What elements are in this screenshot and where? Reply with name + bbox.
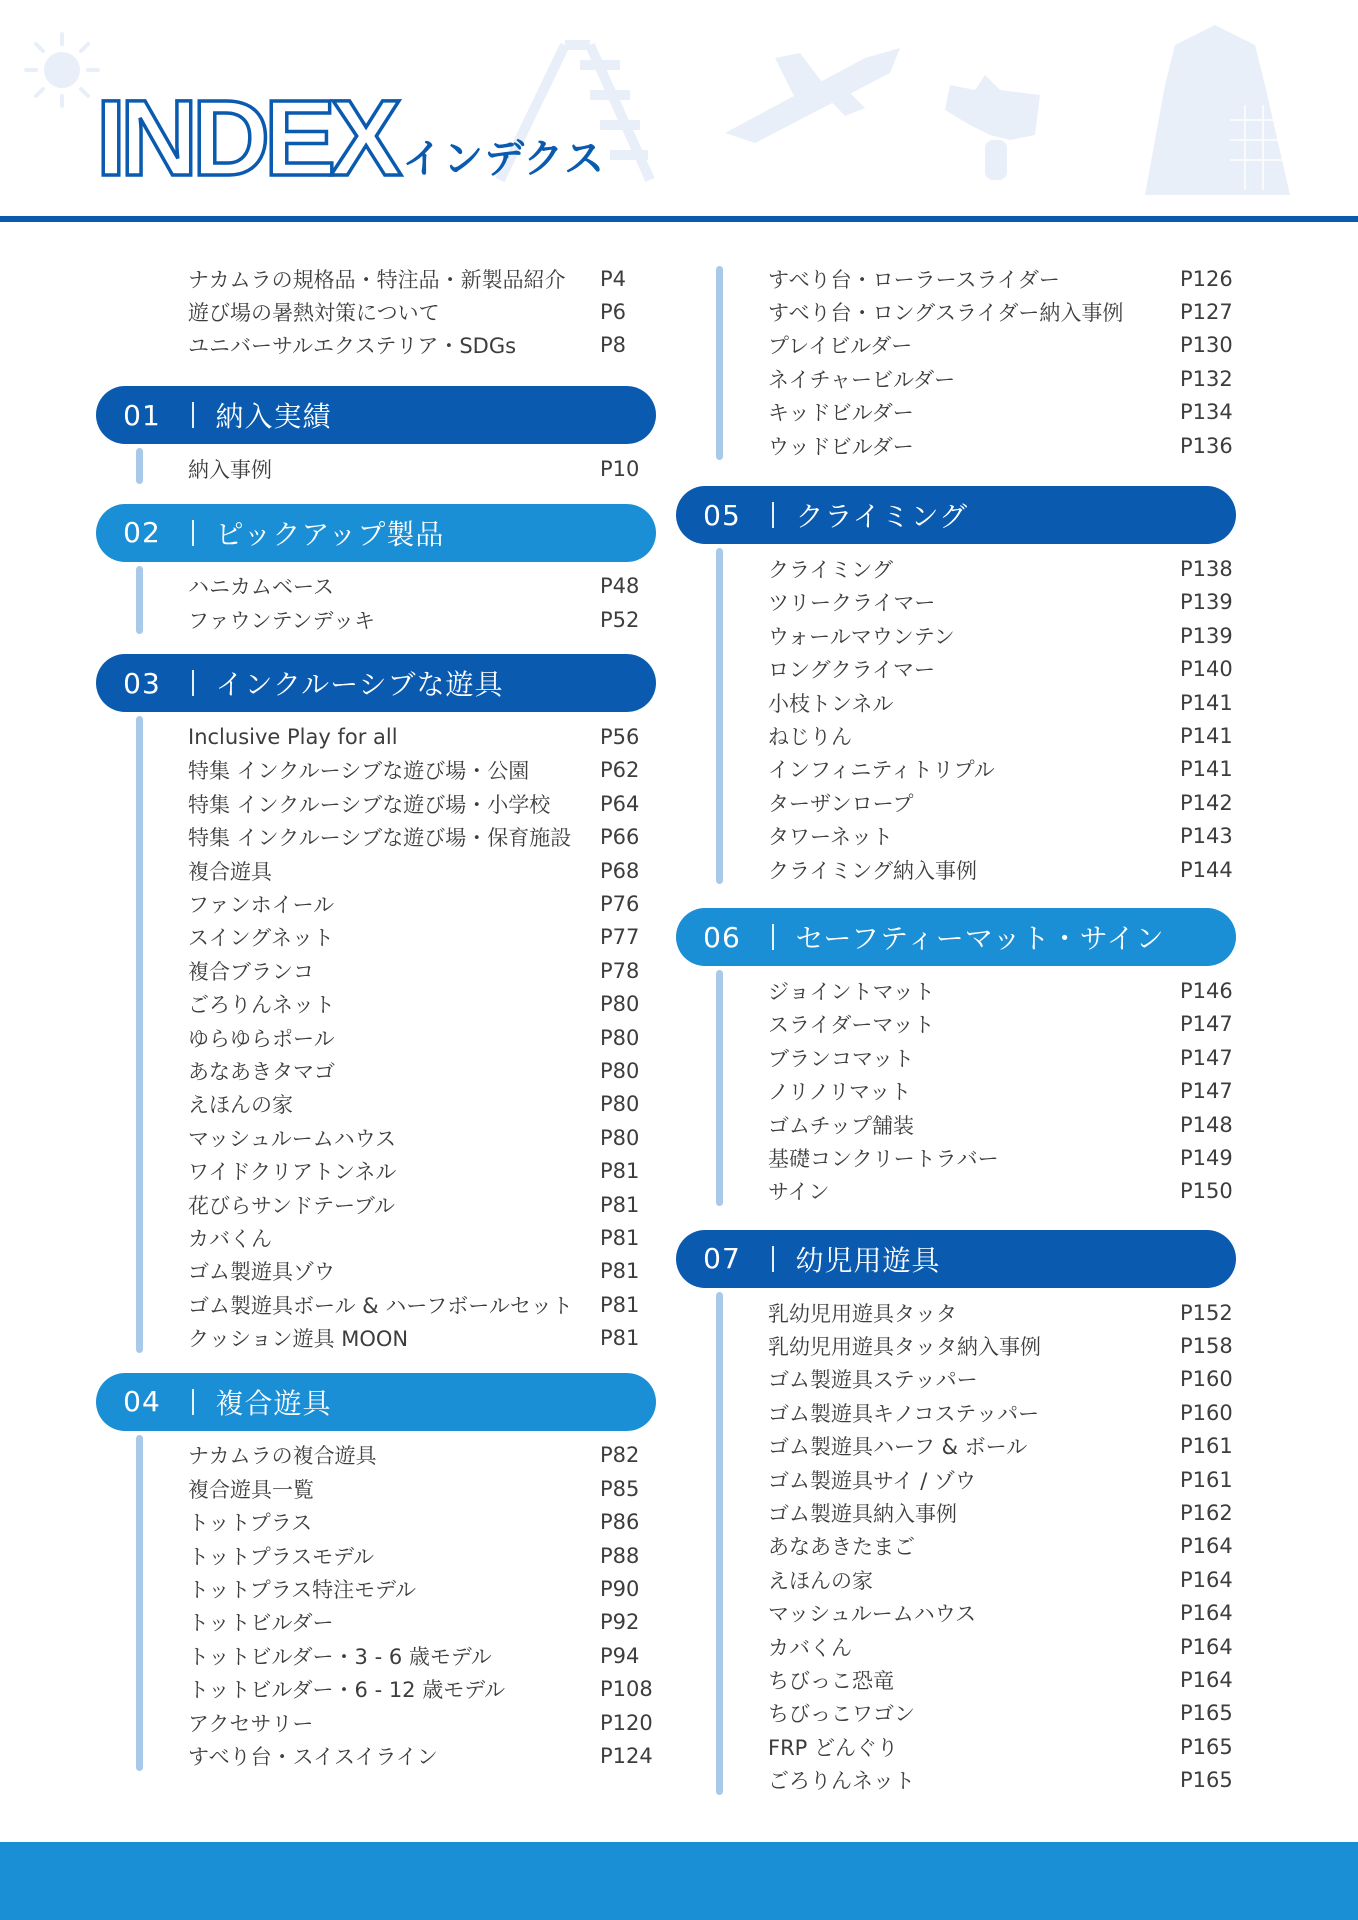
entry-title: 特集 インクルーシブな遊び場・公園 <box>188 759 530 784</box>
entry-page: P126 <box>1180 266 1233 291</box>
index-entry[interactable] <box>768 753 1236 786</box>
index-entry[interactable] <box>188 1054 656 1087</box>
entry-page: P138 <box>1180 557 1233 582</box>
timeline-bar <box>136 448 143 483</box>
entry-title: ツリークライマー <box>768 591 936 616</box>
entry-title: ノリノリマット <box>768 1080 912 1105</box>
title-japanese: インデクス <box>402 136 606 182</box>
entry-title: FRP どんぐり <box>768 1735 899 1760</box>
index-entry[interactable] <box>188 262 656 295</box>
left-column <box>96 262 656 1773</box>
entry-page: P147 <box>1180 1012 1233 1037</box>
entry-title: ブランコマット <box>768 1046 915 1071</box>
section-header[interactable] <box>676 1230 1236 1288</box>
index-entry[interactable] <box>188 1188 656 1221</box>
sun-icon <box>22 30 102 110</box>
entry-page: P146 <box>1180 978 1233 1003</box>
index-entry[interactable] <box>188 1321 656 1354</box>
entry-title: カバくん <box>768 1635 852 1660</box>
intro-list <box>96 262 656 362</box>
entry-page: P80 <box>600 992 640 1017</box>
entry-page: P81 <box>600 1292 640 1317</box>
section-number: 04 <box>123 1385 161 1419</box>
index-entry[interactable] <box>188 1439 656 1472</box>
entry-title: トットプラス <box>188 1511 313 1536</box>
section-07 <box>676 1230 1236 1797</box>
entry-title: 小枝トンネル <box>768 691 894 716</box>
entry-title: マッシュルームハウス <box>768 1602 977 1627</box>
section-number: 02 <box>123 516 161 550</box>
entry-title: カバくん <box>188 1226 272 1251</box>
entry-page: P164 <box>1180 1634 1233 1659</box>
entry-title: ハニカムベース <box>188 575 334 600</box>
index-entry[interactable] <box>768 1363 1236 1396</box>
entry-title: ファンホイール <box>188 892 335 917</box>
section-header[interactable] <box>96 386 656 444</box>
section-number: 06 <box>703 920 741 954</box>
index-entry[interactable] <box>768 1597 1236 1630</box>
entry-title: 乳幼児用遊具タッタ納入事例 <box>768 1335 1041 1360</box>
section-02 <box>96 504 656 637</box>
section-title: 納入実績 <box>215 400 332 434</box>
entry-page: P108 <box>600 1677 653 1702</box>
index-entry[interactable] <box>768 819 1236 852</box>
entry-page: P152 <box>1180 1300 1233 1325</box>
entry-page: P62 <box>600 758 640 783</box>
index-entry[interactable] <box>768 1175 1236 1208</box>
section-05 <box>676 486 1236 886</box>
entry-page: P144 <box>1180 857 1233 882</box>
index-entry[interactable] <box>188 1221 656 1254</box>
index-entry[interactable] <box>768 262 1236 295</box>
section-header[interactable] <box>96 654 656 712</box>
entry-title: Inclusive Play for all <box>188 725 398 750</box>
page-header <box>0 0 1358 218</box>
entry-title: ゴム製遊具ゾウ <box>188 1260 335 1285</box>
section-03 <box>96 654 656 1354</box>
index-entry[interactable] <box>188 603 656 636</box>
section-number: 07 <box>703 1242 741 1276</box>
index-entry[interactable] <box>768 1074 1236 1107</box>
entry-page: P141 <box>1180 723 1233 748</box>
index-entry[interactable] <box>768 1396 1236 1429</box>
index-entry[interactable] <box>188 1739 656 1772</box>
timeline-bar <box>136 566 143 635</box>
entry-page: P158 <box>1180 1334 1233 1359</box>
entry-title: すべり台・ローラースライダー <box>768 267 1060 292</box>
index-entry[interactable] <box>768 853 1236 886</box>
index-entry[interactable] <box>188 854 656 887</box>
entry-page: P142 <box>1180 790 1233 815</box>
entry-title: トットビルダー <box>188 1611 334 1636</box>
entry-page: P81 <box>600 1326 640 1351</box>
section-header[interactable] <box>676 486 1236 544</box>
entry-page: P160 <box>1180 1400 1233 1425</box>
index-entry[interactable] <box>188 452 656 485</box>
tower-illustration <box>1135 25 1295 200</box>
entry-title: ナカムラの規格品・特注品・新製品紹介 <box>188 267 566 292</box>
entry-page: P64 <box>600 791 640 816</box>
entry-title: 乳幼児用遊具タッタ <box>768 1301 957 1326</box>
index-entry[interactable] <box>768 1108 1236 1141</box>
entry-page: P80 <box>600 1092 640 1117</box>
index-entry[interactable] <box>768 1563 1236 1596</box>
section-title: インクルーシブな遊具 <box>215 668 504 702</box>
entry-title: ナカムラの複合遊具 <box>188 1444 377 1469</box>
entry-title: ゆらゆらポール <box>188 1026 335 1051</box>
section-title: 複合遊具 <box>215 1386 332 1420</box>
entry-page: P147 <box>1180 1045 1233 1070</box>
index-entry[interactable] <box>768 686 1236 719</box>
entry-page: P80 <box>600 1125 640 1150</box>
entry-page: P124 <box>600 1743 653 1768</box>
section-title: 幼児用遊具 <box>795 1243 941 1277</box>
entry-page: P4 <box>600 266 627 291</box>
index-entry[interactable] <box>188 1472 656 1505</box>
entry-title: スイングネット <box>188 926 334 951</box>
entry-page: P139 <box>1180 623 1233 648</box>
index-entry[interactable] <box>768 429 1236 462</box>
entry-title: 複合ブランコ <box>188 959 314 984</box>
timeline-bar <box>136 1435 143 1771</box>
section-divider <box>192 520 194 546</box>
entry-list <box>676 544 1236 886</box>
entry-title: スライダーマット <box>768 1013 935 1038</box>
timeline-bar <box>716 970 723 1206</box>
entry-title: トットプラスモデル <box>188 1544 375 1569</box>
index-entry[interactable] <box>768 1430 1236 1463</box>
entry-title: ユニバーサルエクステリア・SDGs <box>188 334 517 359</box>
section-title: クライミング <box>795 500 969 534</box>
entry-title: ファウンテンデッキ <box>188 608 376 633</box>
entry-title: ゴムチップ舗装 <box>768 1113 914 1138</box>
entry-page: P127 <box>1180 300 1233 325</box>
entry-page: P148 <box>1180 1112 1233 1137</box>
entry-page: P92 <box>600 1610 640 1635</box>
entry-page: P68 <box>600 858 640 883</box>
entry-title: ターザンロープ <box>768 791 914 816</box>
section-divider <box>772 924 774 950</box>
entry-title: ちびっこワゴン <box>768 1702 915 1727</box>
entry-title: 特集 インクルーシブな遊び場・保育施設 <box>188 826 572 851</box>
entry-title: えほんの家 <box>188 1093 293 1118</box>
entry-page: P48 <box>600 574 640 599</box>
entry-title: ごろりんネット <box>768 1769 915 1794</box>
index-entry[interactable] <box>188 1288 656 1321</box>
entry-title: ゴム製遊具ボール & ハーフボールセット <box>188 1293 573 1318</box>
index-entry[interactable] <box>188 821 656 854</box>
index-entry[interactable] <box>768 1296 1236 1329</box>
entry-title: ネイチャービルダー <box>768 367 956 392</box>
index-entry[interactable] <box>188 1706 656 1739</box>
spring-rider-illustration <box>930 65 1050 185</box>
index-entry[interactable] <box>188 887 656 920</box>
entry-title: ワイドクリアトンネル <box>188 1160 397 1185</box>
entry-title: あなあきたまご <box>768 1535 915 1560</box>
index-entry[interactable] <box>188 1255 656 1288</box>
entry-title: 複合遊具一覧 <box>188 1477 314 1502</box>
timeline-bar <box>716 266 723 460</box>
entry-page: P120 <box>600 1710 653 1735</box>
section-04 <box>96 1373 656 1773</box>
entry-page: P66 <box>600 825 640 850</box>
entry-title: トットビルダー・6 - 12 歳モデル <box>188 1678 506 1703</box>
entry-title: サイン <box>768 1180 830 1205</box>
entry-page: P76 <box>600 891 640 916</box>
entry-title: すべり台・ロングスライダー納入事例 <box>768 301 1124 326</box>
section-number: 03 <box>123 666 161 700</box>
entry-page: P162 <box>1180 1501 1233 1526</box>
entry-page: P165 <box>1180 1768 1233 1793</box>
section-title: セーフティーマット・サイン <box>795 922 1165 956</box>
entry-title: アクセサリー <box>188 1711 314 1736</box>
index-entry[interactable] <box>768 1329 1236 1362</box>
entry-title: トットプラス特注モデル <box>188 1578 417 1603</box>
index-entry[interactable] <box>768 1141 1236 1174</box>
timeline-bar <box>716 548 723 884</box>
index-entry[interactable] <box>768 786 1236 819</box>
entry-title: 基礎コンクリートラバー <box>768 1146 999 1171</box>
entry-page: P88 <box>600 1543 640 1568</box>
index-entry[interactable] <box>188 987 656 1020</box>
timeline-bar <box>136 716 143 1352</box>
page-title <box>96 77 606 198</box>
section-number: 05 <box>703 498 741 532</box>
entry-title: マッシュルームハウス <box>188 1126 397 1151</box>
entry-title: インフィニティトリプル <box>768 758 995 783</box>
airplane-illustration <box>715 38 905 148</box>
entry-page: P149 <box>1180 1145 1233 1170</box>
entry-page: P85 <box>600 1476 640 1501</box>
entry-title: トットビルダー・3 - 6 歳モデル <box>188 1644 492 1669</box>
entry-list <box>676 966 1236 1208</box>
entry-page: P164 <box>1180 1601 1233 1626</box>
section-title: ピックアップ製品 <box>215 517 445 551</box>
entry-page: P80 <box>600 1025 640 1050</box>
entry-list <box>676 1288 1236 1797</box>
index-entry[interactable] <box>768 1763 1236 1796</box>
index-entry[interactable] <box>768 653 1236 686</box>
entry-title: 遊び場の暑熱対策について <box>188 301 440 326</box>
entry-page: P6 <box>600 300 627 325</box>
section-divider <box>772 502 774 528</box>
index-entry[interactable] <box>768 719 1236 752</box>
entry-page: P164 <box>1180 1667 1233 1692</box>
index-entry[interactable] <box>768 619 1236 652</box>
continued-list <box>676 262 1236 462</box>
section-number: 01 <box>123 398 161 432</box>
entry-title: ロングクライマー <box>768 658 935 683</box>
entry-title: クライミング <box>768 558 893 583</box>
entry-title: プレイビルダー <box>768 334 913 359</box>
entry-page: P77 <box>600 925 640 950</box>
index-entry[interactable] <box>188 1639 656 1672</box>
section-06 <box>676 908 1236 1208</box>
index-entry[interactable] <box>768 1008 1236 1041</box>
index-entry[interactable] <box>188 329 656 362</box>
index-entry[interactable] <box>188 754 656 787</box>
entry-title: 納入事例 <box>188 457 272 482</box>
entry-page: P94 <box>600 1643 640 1668</box>
entry-page: P165 <box>1180 1734 1233 1759</box>
timeline-bar <box>716 1292 723 1795</box>
index-entry[interactable] <box>768 586 1236 619</box>
entry-title: タワーネット <box>768 825 893 850</box>
section-divider <box>192 670 194 696</box>
entry-title: ゴム製遊具ステッパー <box>768 1368 978 1393</box>
entry-title: ごろりんネット <box>188 993 335 1018</box>
title-english: INDEX <box>96 77 397 198</box>
right-column <box>676 262 1236 1797</box>
index-entry[interactable] <box>768 1496 1236 1529</box>
index-entry[interactable] <box>768 1630 1236 1663</box>
section-divider <box>772 1246 774 1272</box>
index-entry[interactable] <box>188 1121 656 1154</box>
index-entry[interactable] <box>188 1154 656 1187</box>
index-entry[interactable] <box>188 295 656 328</box>
entry-title: ウッドビルダー <box>768 434 914 459</box>
index-entry[interactable] <box>768 1663 1236 1696</box>
index-entry[interactable] <box>188 1606 656 1639</box>
entry-page: P90 <box>600 1577 640 1602</box>
index-entry[interactable] <box>188 787 656 820</box>
entry-list <box>96 1431 656 1773</box>
entry-page: P141 <box>1180 757 1233 782</box>
entry-page: P56 <box>600 725 640 750</box>
section-01 <box>96 386 656 485</box>
header-rule <box>0 216 1358 222</box>
entry-list <box>96 444 656 485</box>
entry-title: ゴム製遊具納入事例 <box>768 1502 957 1527</box>
index-entry[interactable] <box>768 1730 1236 1763</box>
section-header[interactable] <box>676 908 1236 966</box>
entry-title: ゴム製遊具サイ / ゾウ <box>768 1468 976 1493</box>
index-entry[interactable] <box>188 720 656 753</box>
index-entry[interactable] <box>768 552 1236 585</box>
index-entry[interactable] <box>768 1463 1236 1496</box>
footer-band <box>0 1842 1358 1920</box>
index-entry[interactable] <box>188 1021 656 1054</box>
index-entry[interactable] <box>188 954 656 987</box>
entry-list <box>96 712 656 1354</box>
entry-title: ちびっこ恐竜 <box>768 1668 894 1693</box>
entry-title: あなあきタマゴ <box>188 1059 335 1084</box>
entry-title: 花びらサンドテーブル <box>188 1193 396 1218</box>
entry-page: P81 <box>600 1225 640 1250</box>
entry-page: P143 <box>1180 824 1233 849</box>
entry-page: P147 <box>1180 1079 1233 1104</box>
entry-title: ゴム製遊具キノコステッパー <box>768 1401 1040 1426</box>
index-entry[interactable] <box>768 396 1236 429</box>
entry-page: P150 <box>1180 1179 1233 1204</box>
index-entry[interactable] <box>188 1673 656 1706</box>
index-entry[interactable] <box>188 1539 656 1572</box>
entry-title: えほんの家 <box>768 1568 873 1593</box>
entry-page: P82 <box>600 1443 640 1468</box>
entry-page: P165 <box>1180 1701 1233 1726</box>
entry-page: P164 <box>1180 1567 1233 1592</box>
entry-list <box>96 562 656 637</box>
entry-page: P86 <box>600 1510 640 1535</box>
index-entry[interactable] <box>188 570 656 603</box>
index-entry[interactable] <box>768 1041 1236 1074</box>
entry-page: P8 <box>600 333 627 358</box>
section-header[interactable] <box>96 504 656 562</box>
entry-title: ねじりん <box>768 724 852 749</box>
index-entry[interactable] <box>768 974 1236 1007</box>
index-entry[interactable] <box>768 1697 1236 1730</box>
entry-title: すべり台・スイスイライン <box>188 1744 438 1769</box>
entry-page: P164 <box>1180 1534 1233 1559</box>
entry-page: P161 <box>1180 1467 1233 1492</box>
entry-page: P140 <box>1180 657 1233 682</box>
index-entry[interactable] <box>188 921 656 954</box>
entry-title: キッドビルダー <box>768 401 914 426</box>
entry-page: P160 <box>1180 1367 1233 1392</box>
entry-page: P141 <box>1180 690 1233 715</box>
entry-page: P134 <box>1180 400 1233 425</box>
entry-title: ゴム製遊具ハーフ & ボール <box>768 1435 1028 1460</box>
entry-page: P132 <box>1180 366 1233 391</box>
entry-page: P130 <box>1180 333 1233 358</box>
entry-title: クッション遊具 MOON <box>188 1327 409 1352</box>
entry-page: P80 <box>600 1058 640 1083</box>
index-entry[interactable] <box>188 1088 656 1121</box>
entry-title: 複合遊具 <box>188 859 272 884</box>
entry-page: P139 <box>1180 590 1233 615</box>
section-divider <box>192 1389 194 1415</box>
entry-title: ジョイントマット <box>768 979 935 1004</box>
entry-page: P81 <box>600 1259 640 1284</box>
entry-title: 特集 インクルーシブな遊び場・小学校 <box>188 792 551 817</box>
entry-page: P78 <box>600 958 640 983</box>
entry-title: ウォールマウンテン <box>768 624 955 649</box>
entry-page: P161 <box>1180 1434 1233 1459</box>
entry-page: P81 <box>600 1159 640 1184</box>
entry-page: P81 <box>600 1192 640 1217</box>
section-header[interactable] <box>96 1373 656 1431</box>
index-entry[interactable] <box>768 329 1236 362</box>
index-entry[interactable] <box>188 1506 656 1539</box>
entry-page: P52 <box>600 607 640 632</box>
index-entry[interactable] <box>188 1572 656 1605</box>
entry-page: P10 <box>600 456 640 481</box>
index-entry[interactable] <box>768 362 1236 395</box>
entry-title: クライミング納入事例 <box>768 858 977 883</box>
section-divider <box>192 402 194 428</box>
index-entry[interactable] <box>768 295 1236 328</box>
index-entry[interactable] <box>768 1530 1236 1563</box>
entry-page: P136 <box>1180 433 1233 458</box>
